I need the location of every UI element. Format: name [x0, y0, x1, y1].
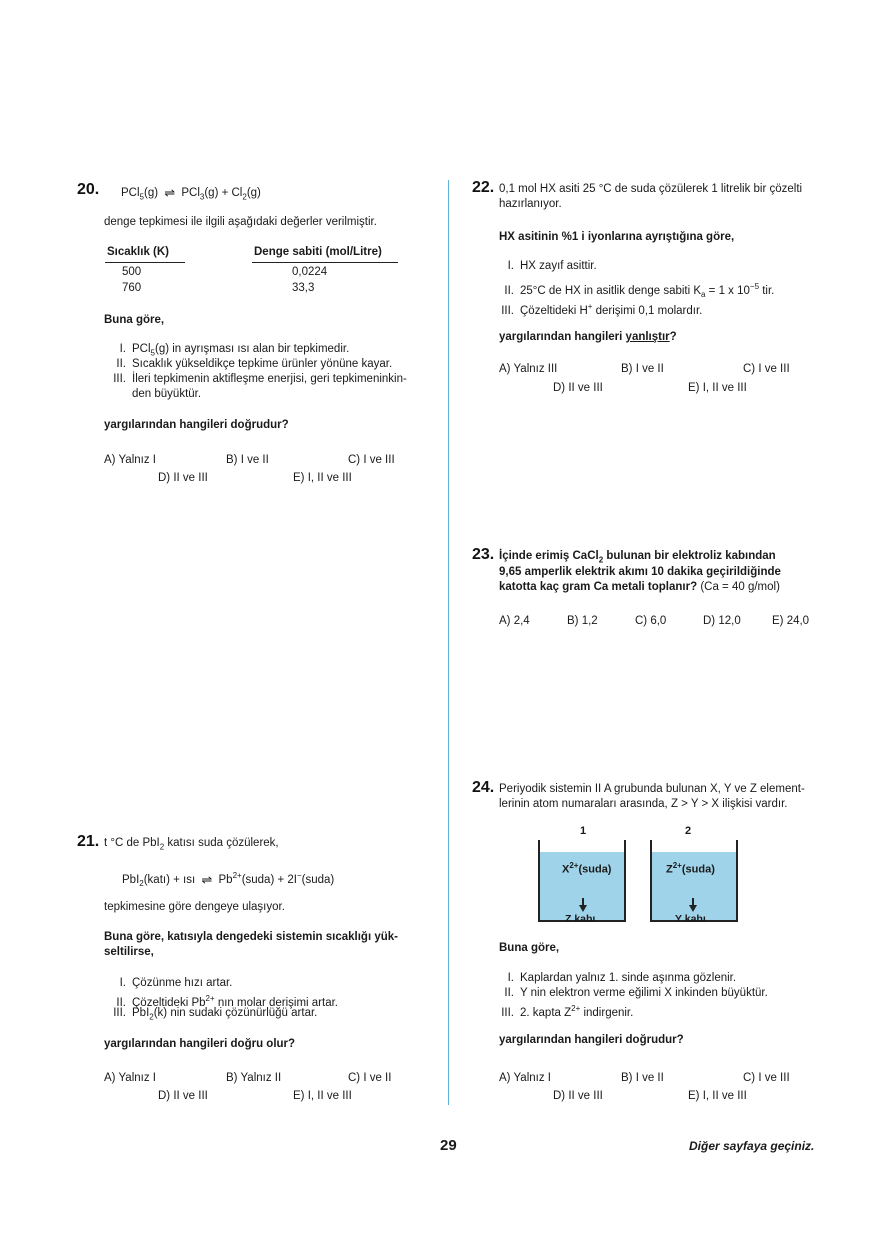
question-line: katotta kaç gram Ca metali toplanır? (Ca = 40 g/mol) — [499, 581, 780, 593]
option-d[interactable]: D) 12,0 — [703, 615, 741, 627]
option-a[interactable]: A) Yalnız I — [104, 454, 156, 466]
question-bold-line: Buna göre, katısıyla dengedeki sistemin sıcaklığı yük- — [104, 931, 398, 943]
statement-2: II. Y nin elektron verme eğilimi X inkinden büyüktür. — [504, 987, 768, 999]
table-cell: 500 — [122, 266, 142, 278]
option-b[interactable]: B) I ve II — [621, 363, 664, 375]
option-e[interactable]: E) I, II ve III — [688, 382, 747, 394]
option-e[interactable]: E) I, II ve III — [293, 472, 352, 484]
figure-label-2: 2 — [685, 825, 692, 837]
question-text: yargılarından hangileri doğrudur? — [499, 1034, 684, 1046]
lead-text: Buna göre, — [104, 314, 165, 326]
statement-3: III. Çözeltideki H+ derişimi 0,1 molardır. — [501, 302, 703, 317]
question-number: 21. — [77, 833, 100, 850]
option-a[interactable]: A) Yalnız I — [104, 1072, 156, 1084]
option-a[interactable]: A) Yalnız III — [499, 363, 558, 375]
question-number: 24. — [472, 779, 495, 796]
option-c[interactable]: C) 6,0 — [635, 615, 667, 627]
container-1-top — [538, 840, 626, 852]
option-a[interactable]: A) Yalnız I — [499, 1072, 551, 1084]
option-b[interactable]: B) 1,2 — [567, 615, 598, 627]
question-bold-line: seltilirse, — [104, 946, 154, 958]
question-intro: 0,1 mol HX asiti 25 °C de suda çözülerek 1 litrelik bir çözelti — [499, 183, 803, 195]
table-cell: 760 — [122, 282, 142, 294]
statement-3: III. PbI$_2$(k) nin sudaki çözünürlüğü artar. — [113, 1007, 318, 1022]
column-divider — [448, 180, 449, 1105]
arrow-down-icon — [689, 905, 697, 912]
question-intro: Periyodik sistemin II A grubunda bulunan X, Y ve Z element- — [499, 783, 805, 795]
option-b[interactable]: B) Yalnız II — [226, 1072, 282, 1084]
option-d[interactable]: D) II ve III — [553, 1090, 603, 1102]
statement-1: I. HX zayıf asittir. — [507, 260, 597, 272]
option-c[interactable]: C) I ve III — [348, 454, 395, 466]
question-number: 23. — [472, 546, 495, 563]
arrow-down-icon — [579, 905, 587, 912]
table-header-constant: Denge sabiti (mol/Litre) — [254, 246, 382, 258]
option-b[interactable]: B) I ve II — [621, 1072, 664, 1084]
question-intro: denge tepkimesi ile ilgili aşağıdaki değerler verilmiştir. — [104, 216, 377, 228]
equilibrium-arrow-icon: ⇌ — [164, 185, 176, 200]
statement-1: I. PCl$_5$(g) in ayrışması ısı alan bir tepkimedir. — [119, 343, 350, 358]
question-intro: hazırlanıyor. — [499, 198, 562, 210]
table-header-temperature: Sıcaklık (K) — [107, 246, 169, 258]
table-cell: 0,0224 — [292, 266, 328, 278]
statement-2: II. Çözeltideki $Pb^{2+}$ nın molar derişimi artar. — [116, 994, 338, 1009]
question-number: 22. — [472, 179, 495, 196]
question-intro: lerinin atom numaraları arasında, Z > Y > X ilişkisi vardır. — [499, 798, 788, 810]
option-e[interactable]: E) 24,0 — [772, 615, 810, 627]
question-intro: t °C de PbI$_2$ katısı suda çözülerek, — [104, 837, 279, 852]
option-c[interactable]: C) I ve II — [348, 1072, 392, 1084]
option-c[interactable]: C) I ve III — [743, 1072, 790, 1084]
reaction-equation: PCl$_5$(g) ⇌ $PCl_3(g) + Cl_2(g)$ — [121, 185, 261, 202]
statement-1: I. Kaplardan yalnız 1. sinde aşınma gözlenir. — [507, 972, 737, 984]
question-text: yargılarından hangileri doğru olur? — [104, 1038, 296, 1050]
figure-label-1: 1 — [580, 825, 587, 837]
statement-2: II. Sıcaklık yükseldikçe tepkime ürünler yönüne kayar. — [116, 358, 393, 370]
question-line: İçinde erimiş CaCl$_2$ bulunan bir elektroliz kabından — [499, 550, 776, 565]
question-text: yargılarından hangileri yanlıştır? — [499, 331, 677, 343]
table-rule — [252, 262, 398, 263]
option-e[interactable]: E) I, II ve III — [688, 1090, 747, 1102]
option-a[interactable]: A) 2,4 — [499, 615, 530, 627]
page-number: 29 — [440, 1137, 457, 1154]
question-number: 20. — [77, 181, 100, 198]
container-1-solution: $X^{2+}(suda)$ — [562, 861, 612, 876]
table-cell: 33,3 — [292, 282, 315, 294]
footer-next-page: Diğer sayfaya geçiniz. — [689, 1139, 815, 1153]
question-text: yargılarından hangileri doğrudur? — [104, 419, 289, 431]
table-rule — [105, 262, 185, 263]
option-d[interactable]: D) II ve III — [158, 472, 208, 484]
lead-text: HX asitinin %1 i iyonlarına ayrıştığına göre, — [499, 231, 735, 243]
option-d[interactable]: D) II ve III — [553, 382, 603, 394]
statement-2: II. 25°C de HX in asitlik denge sabiti $K_a = 1$ x $10^{-5}$ tir. — [504, 282, 775, 300]
container-2-caption: Y kabı — [675, 913, 706, 925]
lead-text: Buna göre, — [499, 942, 560, 954]
option-c[interactable]: C) I ve III — [743, 363, 790, 375]
statement-3: III. 2. kapta $Z^{2+}$ indirgenir. — [501, 1004, 634, 1019]
container-2-top — [650, 840, 738, 852]
question-mid-text: tepkimesine göre dengeye ulaşıyor. — [104, 901, 285, 913]
option-e[interactable]: E) I, II ve III — [293, 1090, 352, 1102]
statement-3-continued: den büyüktür. — [132, 388, 202, 400]
option-d[interactable]: D) II ve III — [158, 1090, 208, 1102]
reaction-equation: PbI$_2$(katı) + ısı ⇌ $Pb^{2+}(suda)$ + 2I−(suda) — [122, 871, 335, 889]
equilibrium-arrow-icon: ⇌ — [201, 871, 213, 887]
container-1-caption: Z kabı — [565, 913, 596, 925]
statement-1: I. Çözünme hızı artar. — [119, 977, 233, 989]
container-2-solution: $Z^{2+}(suda)$ — [666, 861, 715, 876]
statement-3: III. İleri tepkimenin aktifleşme enerjisi, geri tepkimeninkin- — [113, 373, 407, 385]
question-line: 9,65 amperlik elektrik akımı 10 dakika geçirildiğinde — [499, 566, 781, 578]
option-b[interactable]: B) I ve II — [226, 454, 269, 466]
